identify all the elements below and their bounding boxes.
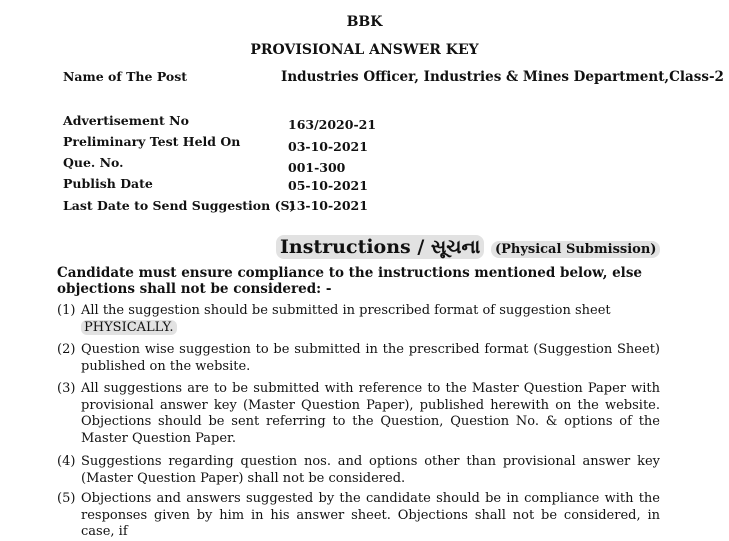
post-value: Industries Officer, Industries & Mines Department,Class-2 — [281, 69, 724, 85]
instruction-text: Suggestions regarding question nos. and options other than provisional answer key (Master Question Paper) shall not be considered. — [81, 454, 660, 486]
post-label: Name of The Post — [63, 69, 188, 84]
last-date-label: Last Date to Send Suggestion (S) — [63, 198, 296, 213]
instructions-title: Instructions / સૂચના — [276, 235, 484, 259]
question-range-label: Que. No. — [63, 155, 124, 170]
physically-highlight: PHYSICALLY. — [81, 320, 177, 335]
instruction-number: (3) — [57, 381, 76, 396]
advertisement-value: 163/2020-21 — [288, 117, 377, 132]
advertisement-label: Advertisement No — [63, 113, 189, 128]
instruction-item — [57, 342, 660, 375]
question-range-value: 001-300 — [288, 160, 346, 175]
instruction-item — [57, 491, 660, 541]
publish-date-value: 05-10-2021 — [288, 178, 368, 193]
instruction-number: (4) — [57, 454, 76, 469]
document-title: PROVISIONAL ANSWER KEY — [250, 42, 479, 58]
instruction-text: All the suggestion should be submitted in prescribed format of suggestion sheet PHYSICALLY. — [81, 303, 611, 335]
publish-date-label: Publish Date — [63, 176, 153, 191]
instruction-text: All suggestions are to be submitted with reference to the Master Question Paper with provisional answer key (Master Question Paper), published herewith on the website. Objections should be sent referring to the Question, Question No. & options of the Master Question Paper. — [81, 381, 660, 446]
instruction-item — [57, 454, 660, 487]
submission-type-tag: (Physical Submission) — [491, 241, 660, 258]
instruction-number: (5) — [57, 491, 76, 506]
instruction-item — [57, 303, 660, 336]
instructions-lead: Candidate must ensure compliance to the instructions mentioned below, else objections shall not be considered: - — [57, 265, 643, 297]
test-date-value: 03-10-2021 — [288, 139, 368, 154]
org-heading: BBK — [346, 14, 383, 30]
instruction-item — [57, 381, 660, 447]
test-date-label: Preliminary Test Held On — [63, 134, 241, 149]
instruction-text: Question wise suggestion to be submitted in the prescribed format (Suggestion Sheet) published on the website. — [81, 342, 660, 374]
instruction-number: (1) — [57, 303, 76, 318]
instructions-heading — [276, 236, 660, 258]
last-date-value: 13-10-2021 — [288, 198, 368, 213]
instruction-number: (2) — [57, 342, 76, 357]
instruction-text: Objections and answers suggested by the candidate should be in compliance with the responses given by him in his answer sheet. Objections shall not be considered, in case, if — [81, 491, 660, 540]
